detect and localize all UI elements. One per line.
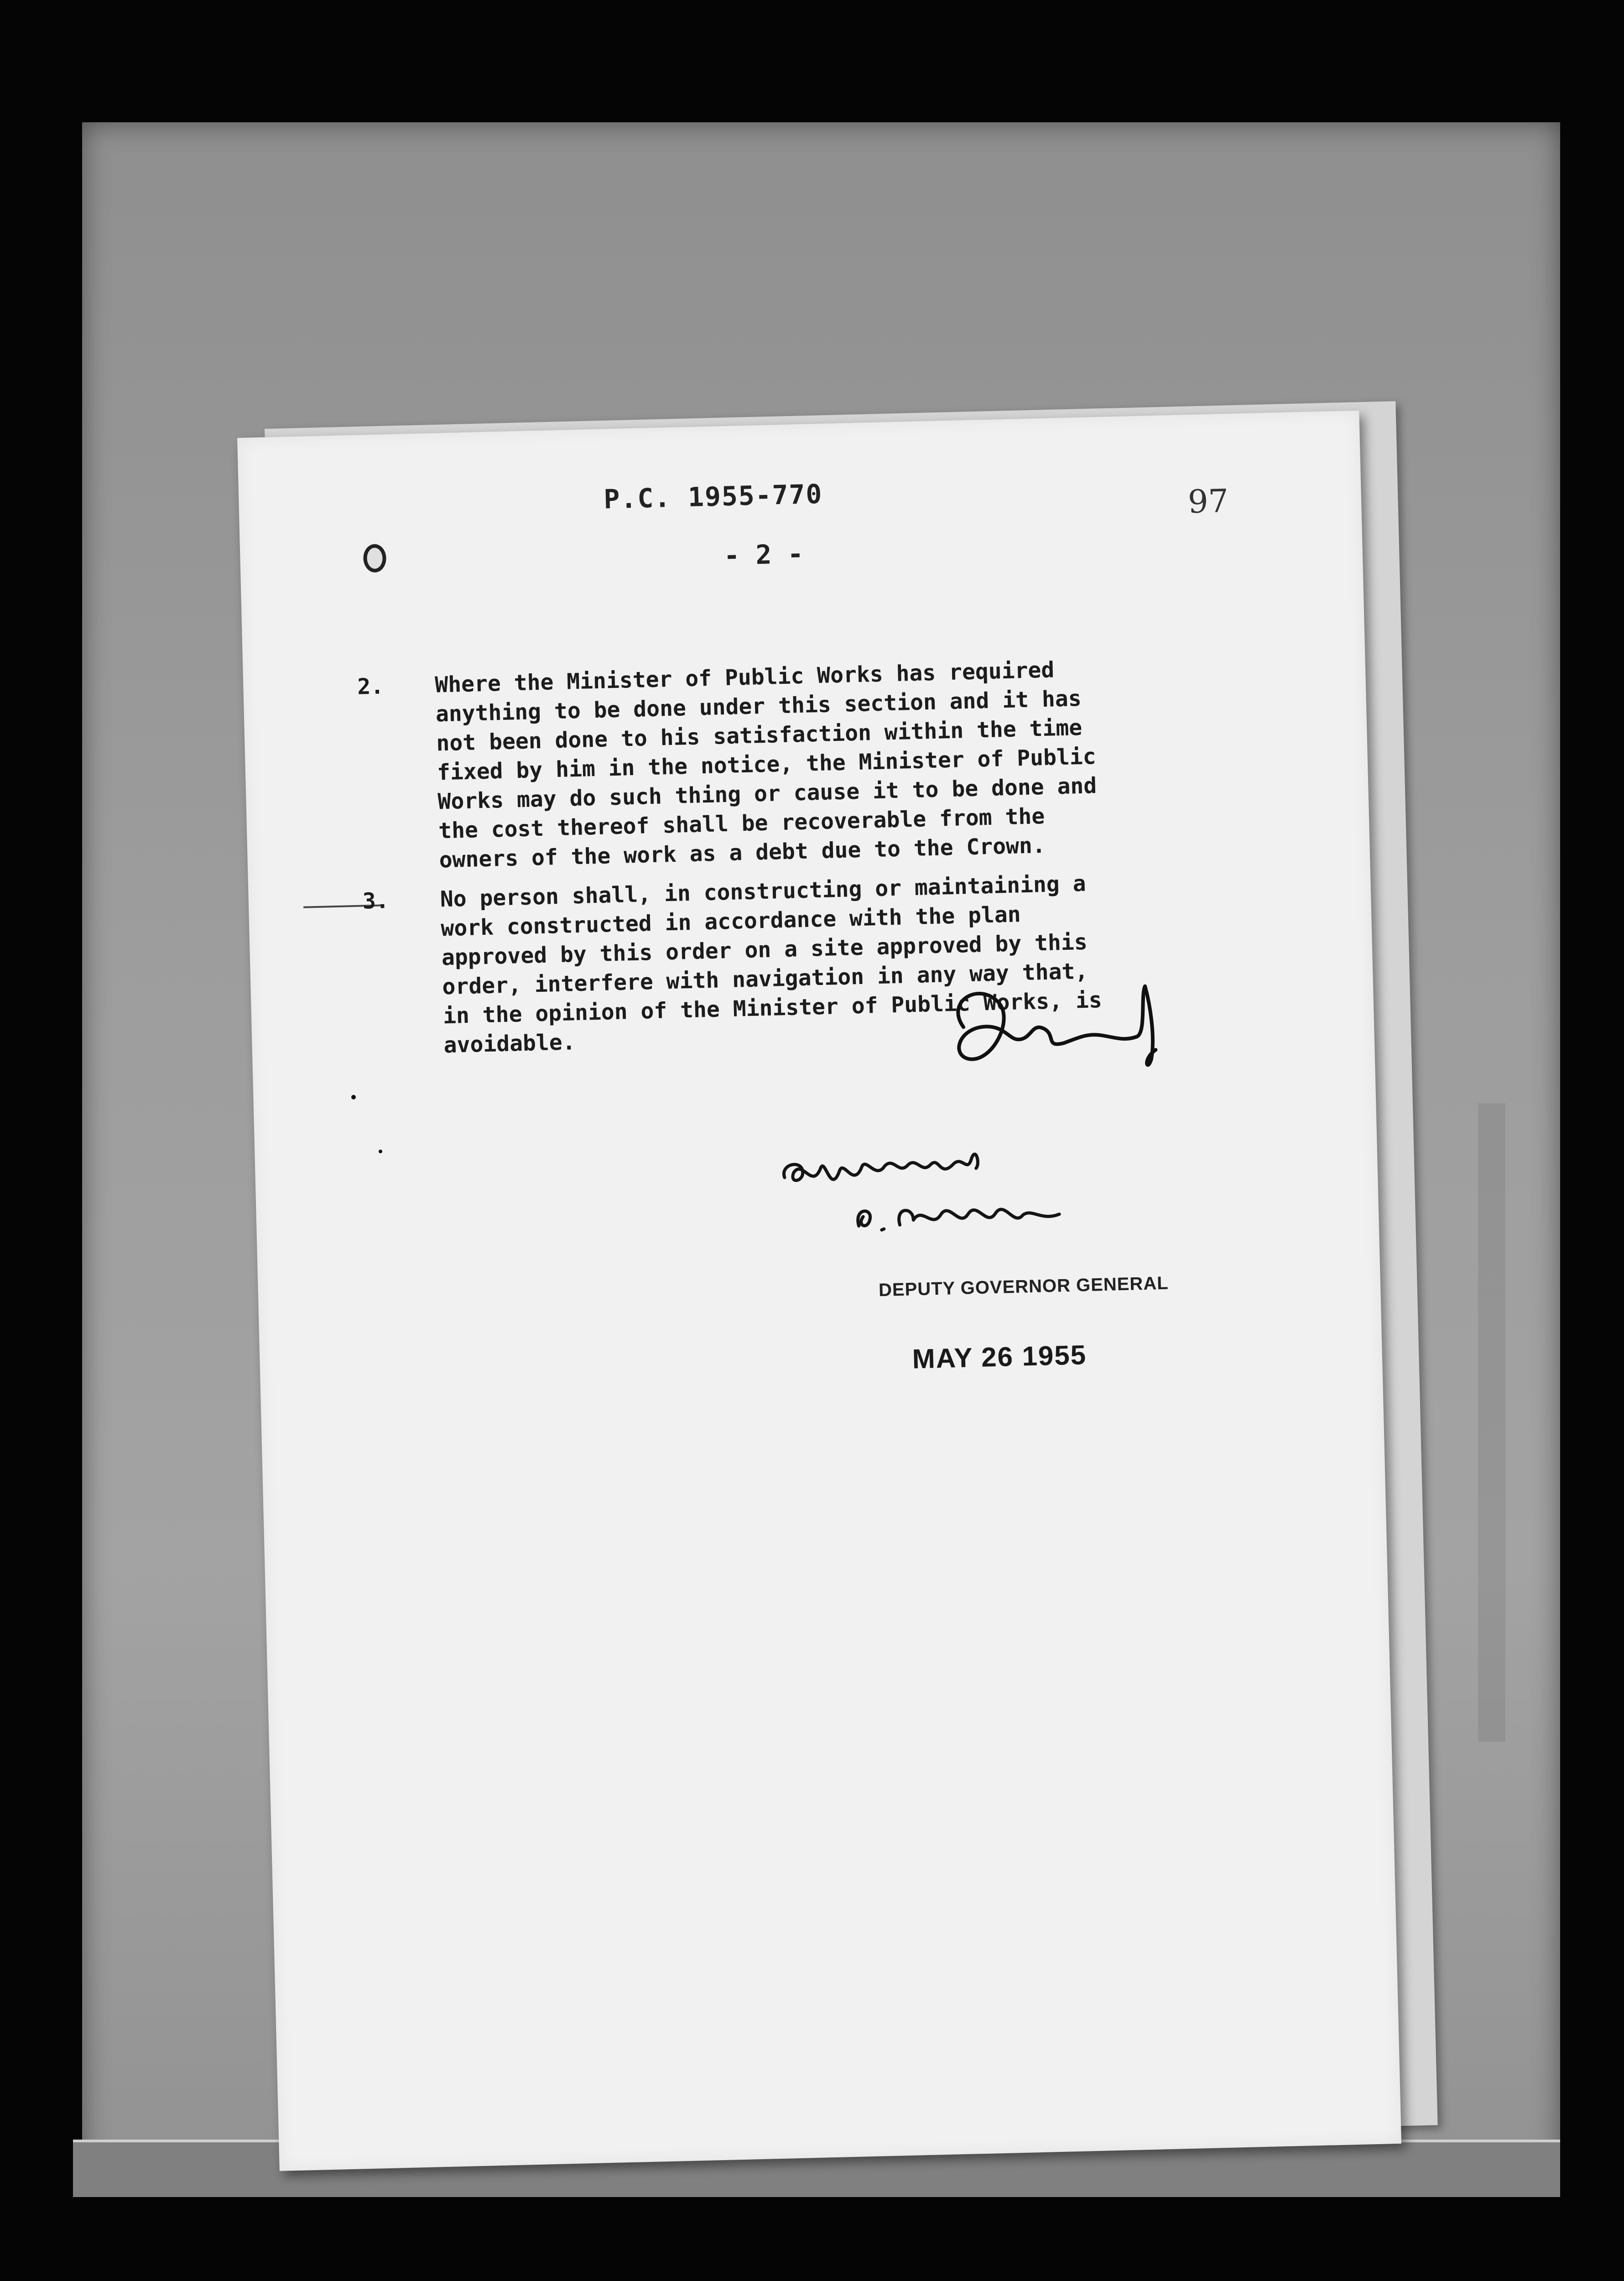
paragraph-number: 3. <box>362 888 390 914</box>
handwritten-signature <box>926 967 1184 1092</box>
order-reference: P.C. 1955-770 <box>603 478 823 515</box>
document-page <box>237 411 1401 2171</box>
paragraph-text: No person shall, in constructing or maintaining a work constructed in accordance with the plan approved by this order on a site approved by this order, interfere with navigation in any way that, in the opinion of the Minister of Public Works, is avoidable. <box>440 870 1103 1058</box>
folio-number: 97 <box>1187 482 1229 521</box>
film-speck <box>351 1095 356 1099</box>
signatory-title: DEPUTY GOVERNOR GENERAL <box>878 1273 1169 1301</box>
date-stamp: MAY 26 1955 <box>911 1339 1087 1375</box>
punch-hole <box>363 544 386 573</box>
paragraph-number: 2. <box>357 673 384 700</box>
film-speck <box>379 1150 382 1153</box>
handwritten-approval <box>775 1132 1142 1260</box>
paragraph-text: Where the Minister of Public Works has required anything to be done under this section and it has not been done to his satisfaction within the time fixed by him in the notice, the Minister of Public Works may do such thing or cause it to be done and the cost thereof shall be recoverable from the owners of the work as a debt due to the Crown. <box>434 657 1097 873</box>
page-number: - 2 - <box>723 538 804 572</box>
approval-scribble <box>775 1132 1142 1260</box>
paragraph-2 <box>357 653 1151 875</box>
